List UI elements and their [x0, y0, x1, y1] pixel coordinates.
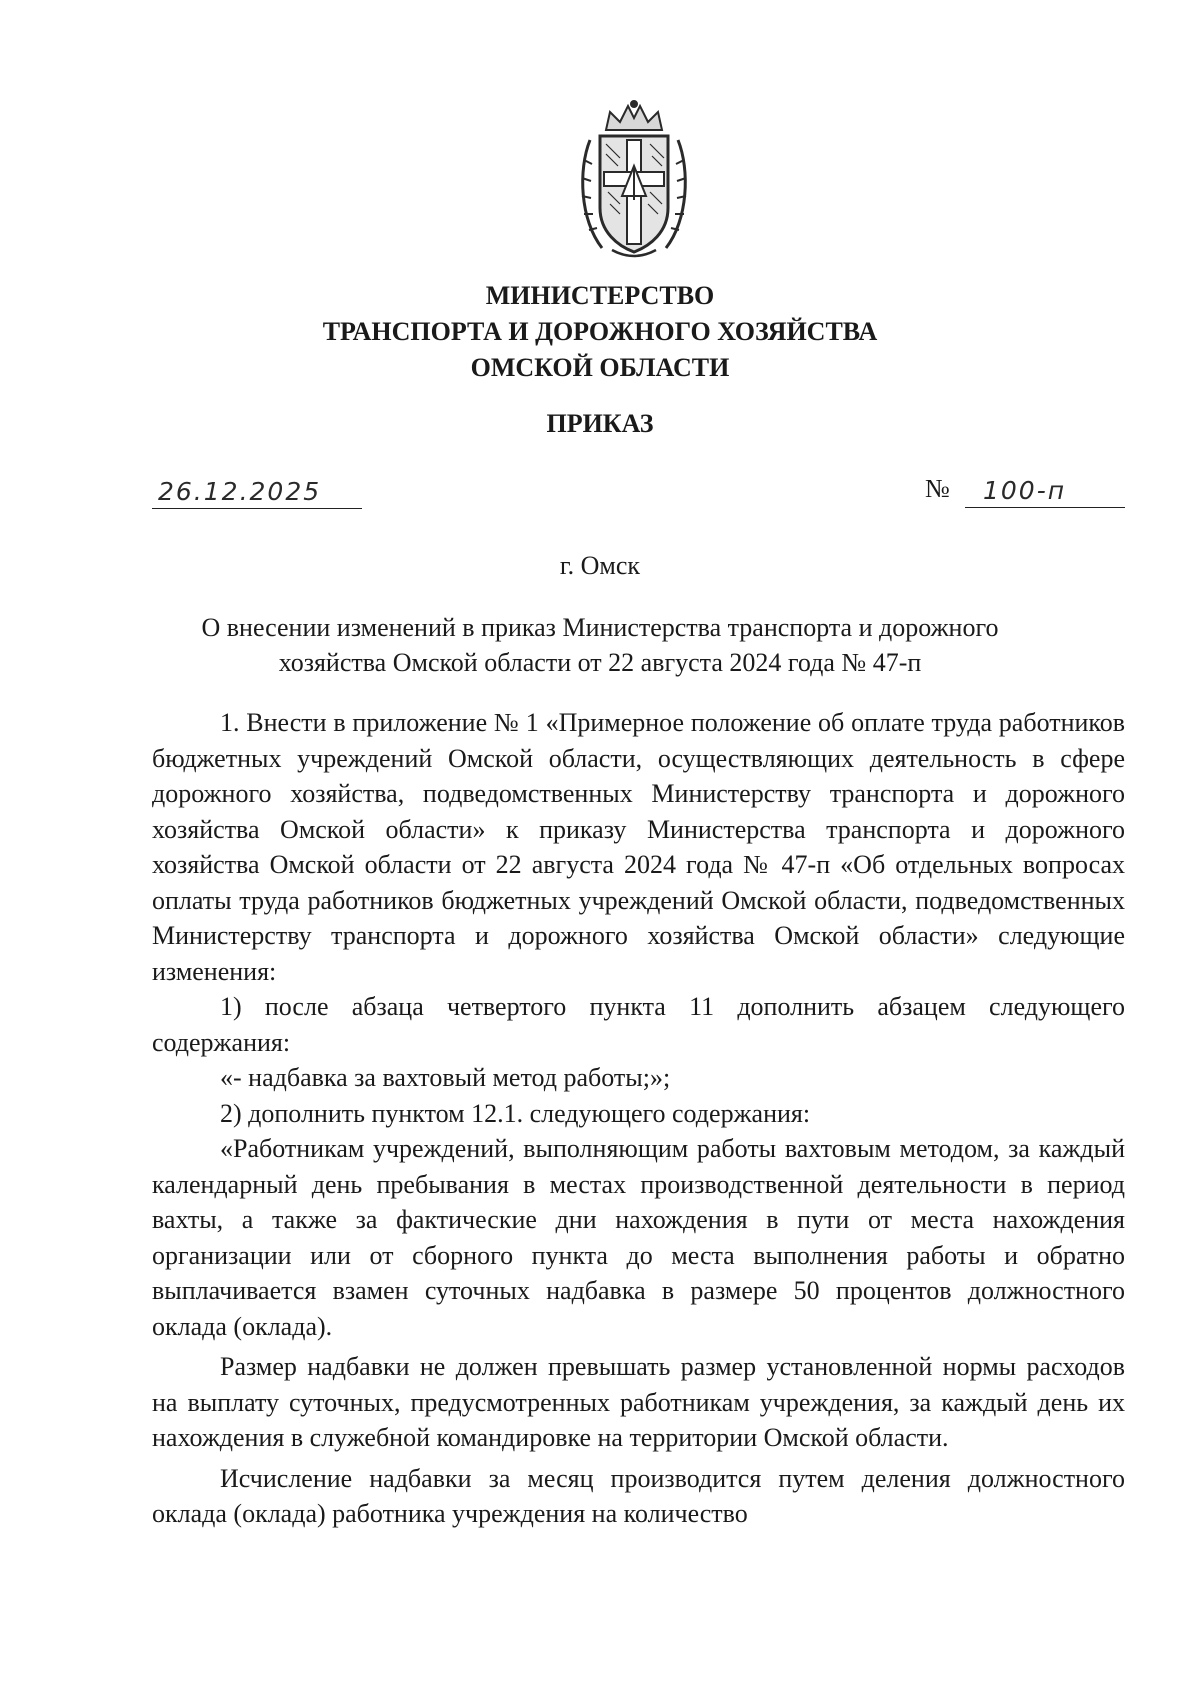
order-date-field	[152, 468, 362, 509]
number-underline	[965, 507, 1125, 508]
ministry-name-line-2: ТРАНСПОРТА И ДОРОЖНОГО ХОЗЯЙСТВА	[322, 317, 878, 346]
order-number-field	[925, 468, 1125, 508]
paragraph: «- надбавка за вахтовый метод работы;»;	[220, 1063, 671, 1092]
city: г. Омск	[559, 551, 641, 580]
order-date: 26.12.2025	[158, 477, 322, 506]
ministry-name-line-3: ОМСКОЙ ОБЛАСТИ	[470, 353, 730, 382]
order-number: 100-п	[983, 476, 1067, 505]
number-sign: №	[925, 474, 950, 503]
paragraph: Исчисление надбавки за месяц производится путем деления должностного оклада (оклада) работника учреждения на количество	[152, 1463, 1125, 1528]
paragraph: Размер надбавки не должен превышать размер установленной нормы расходов на выплату суточных, предусмотренных работникам учреждения, за каждый день их нахождения в служебной командировке на территории Омской области.	[152, 1352, 1125, 1452]
paragraph: 2) дополнить пунктом 12.1. следующего содержания:	[220, 1098, 811, 1128]
paragraph: 1. Внести в приложение № 1 «Примерное положение об оплате труда работников бюджетных учреждений Омской области, осуществляющих деятельность в сфере дорожного хозяйства, подведомственных Министерству транспорта и дорожного хозяйства Омской области» к приказу Министерства транспорта и дорожного хозяйства Омской области от 22 августа 2024 года № 47-п «Об отдельных вопросах оплаты труда работников бюджетных учреждений Омской области, подведомственных Министерству транспорта и дорожного хозяйства Омской области» следующие изменения:	[152, 708, 1125, 986]
subject-line-2: хозяйства Омской области от 22 августа 2024 года № 47-п	[278, 648, 922, 677]
order-title: ПРИКАЗ	[546, 409, 654, 438]
order-subject	[0, 610, 1200, 680]
coat-of-arms-emblem	[572, 100, 696, 264]
order-body	[152, 705, 1125, 1532]
ministry-name-line-1: МИНИСТЕРСТВО	[485, 281, 715, 310]
paragraph: «Работникам учреждений, выполняющим работы вахтовым методом, за каждый календарный день пребывания в местах производственной деятельности в период вахты, а также за фактические дни нахождения в пути от места нахождения организации или от сборного пункта до места выполнения работы и обратно выплачивается взамен суточных надбавка в размере 50 процентов должностного оклада (оклада).	[152, 1134, 1125, 1341]
ministry-header	[0, 278, 1200, 386]
paragraph: 1) после абзаца четвертого пункта 11 дополнить абзацем следующего содержания:	[152, 992, 1125, 1057]
subject-line-1: О внесении изменений в приказ Министерства транспорта и дорожного	[201, 613, 999, 642]
